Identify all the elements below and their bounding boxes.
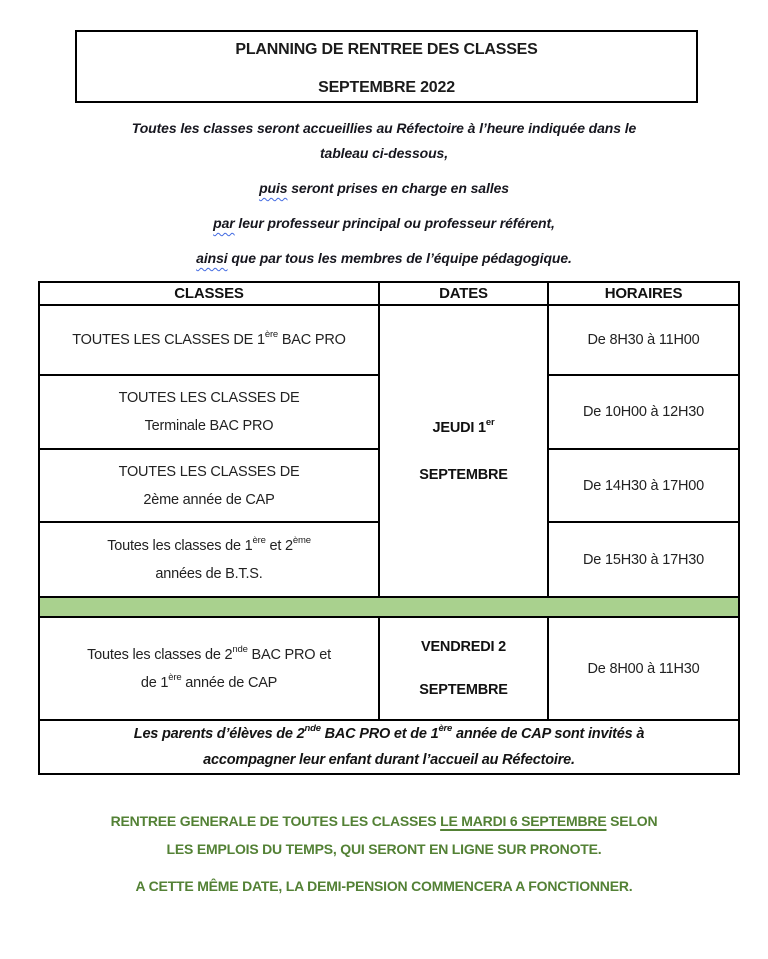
date-day-text: JEUDI 1 <box>432 419 486 436</box>
classes-cell-text: Toutes les classes de 1 <box>107 537 253 554</box>
footer-text: SELON <box>606 813 658 829</box>
table-row <box>39 305 739 375</box>
ordinal-superscript: ère <box>264 329 278 341</box>
date-day: VENDREDI 2 <box>420 639 507 655</box>
classes-cell-2nde-bac-pro-1ere-cap <box>39 617 379 720</box>
page <box>0 30 768 900</box>
classes-cell-line1: TOUTES LES CLASSES DE <box>118 463 300 480</box>
intro-p3-rest: leur professeur principal ou professeur référent, <box>234 215 555 231</box>
ordinal-superscript: er <box>485 416 495 428</box>
horaire-cell-5: De 8H00 à 11H30 <box>548 617 739 720</box>
horaire-cell-3: De 14H30 à 17H00 <box>548 449 739 522</box>
date-cell-jeudi-1er-septembre <box>379 305 548 597</box>
intro-paragraph-2 <box>0 176 768 201</box>
ordinal-superscript: nde <box>232 643 248 655</box>
parents-note-line2: accompagner leur enfant durant l’accueil au Réfectoire. <box>203 752 575 768</box>
column-header-dates: DATES <box>379 282 548 305</box>
horaire-cell-1: De 8H30 à 11H00 <box>548 305 739 375</box>
date-month: SEPTEMBRE <box>419 682 508 698</box>
classes-cell-line2: 2ème année de CAP <box>143 491 275 508</box>
classes-cell-line2: années de B.T.S. <box>155 565 263 582</box>
ordinal-superscript: ère <box>168 671 182 683</box>
footer-line-3: A CETTE MÊME DATE, LA DEMI-PENSION COMMENCERA A FONCTIONNER. <box>135 878 633 894</box>
classes-cell-text: BAC PRO <box>278 332 346 348</box>
intro-p3-lead-word: par <box>213 215 235 231</box>
ordinal-superscript: ère <box>252 534 266 546</box>
parents-note-text: Les parents d’élèves de 2 <box>133 726 305 742</box>
parents-note-line1 <box>44 721 734 747</box>
classes-cell-2eme-annee-cap <box>39 449 379 522</box>
column-header-horaires: HORAIRES <box>548 282 739 305</box>
intro-p2-rest: seront prises en charge en salles <box>287 180 509 196</box>
table-header-row <box>39 282 739 305</box>
date-month: SEPTEMBRE <box>419 466 508 483</box>
parents-note <box>39 720 739 774</box>
intro-p1-line2: tableau ci-dessous, <box>319 145 449 161</box>
intro-paragraph-4 <box>0 246 768 271</box>
schedule-table <box>38 281 740 775</box>
classes-cell-text: BAC PRO et <box>247 646 331 663</box>
intro-paragraph-3 <box>0 211 768 236</box>
ordinal-superscript: nde <box>304 723 321 735</box>
classes-cell-1ere-bac-pro <box>39 305 379 375</box>
date-spacer <box>384 655 543 682</box>
horaire-cell-2: De 10H00 à 12H30 <box>548 375 739 449</box>
classes-cell-text: TOUTES LES CLASSES DE 1 <box>72 332 265 348</box>
footer-notice <box>0 807 768 900</box>
intro-paragraph-1 <box>0 116 768 166</box>
intro-p2-lead-word: puis <box>259 180 288 196</box>
intro-section <box>0 116 768 271</box>
ordinal-superscript: ère <box>438 723 453 735</box>
green-separator-band <box>39 597 739 617</box>
document-title-line-1: PLANNING DE RENTREE DES CLASSES <box>235 41 538 58</box>
classes-cell-text: année de CAP <box>181 674 278 691</box>
footer-underlined-date: LE MARDI 6 SEPTEMBRE <box>440 813 607 829</box>
parents-note-row <box>39 720 739 774</box>
classes-cell-line2: Terminale BAC PRO <box>144 418 274 434</box>
classes-cell-line1 <box>44 641 374 669</box>
footer-line-1 <box>0 807 768 835</box>
classes-cell-terminale-bac-pro <box>39 375 379 449</box>
classes-cell-bts <box>39 522 379 597</box>
document-title-line-2: SEPTEMBRE 2022 <box>318 79 455 96</box>
classes-cell-text: et 2 <box>265 537 293 554</box>
intro-p4-rest: que par tous les membres de l’équipe pédagogique. <box>227 250 572 266</box>
ordinal-superscript: ème <box>292 534 311 546</box>
classes-cell-text: de 1 <box>140 674 169 691</box>
classes-cell-text: Toutes les classes de 2 <box>87 646 233 663</box>
column-header-classes: CLASSES <box>39 282 379 305</box>
classes-cell-line1: TOUTES LES CLASSES DE <box>118 390 300 406</box>
title-box <box>75 30 698 103</box>
parents-note-text: année de CAP sont invités à <box>452 726 645 742</box>
intro-p4-lead-word: ainsi <box>196 250 228 266</box>
date-day <box>384 416 543 436</box>
green-separator-row <box>39 597 739 617</box>
footer-text: RENTREE GENERALE DE TOUTES LES CLASSES <box>110 813 441 829</box>
table-row <box>39 617 739 720</box>
date-cell-vendredi-2-septembre <box>379 617 548 720</box>
parents-note-text: BAC PRO et de 1 <box>320 726 439 742</box>
footer-line-2: LES EMPLOIS DU TEMPS, QUI SERONT EN LIGNE SUR PRONOTE. <box>166 841 602 857</box>
date-spacer <box>384 436 543 467</box>
classes-cell-line1 <box>44 532 374 560</box>
intro-p1-line1: Toutes les classes seront accueillies au Réfectoire à l’heure indiquée dans le <box>131 120 637 136</box>
classes-cell-line2 <box>44 669 374 697</box>
horaire-cell-4: De 15H30 à 17H30 <box>548 522 739 597</box>
